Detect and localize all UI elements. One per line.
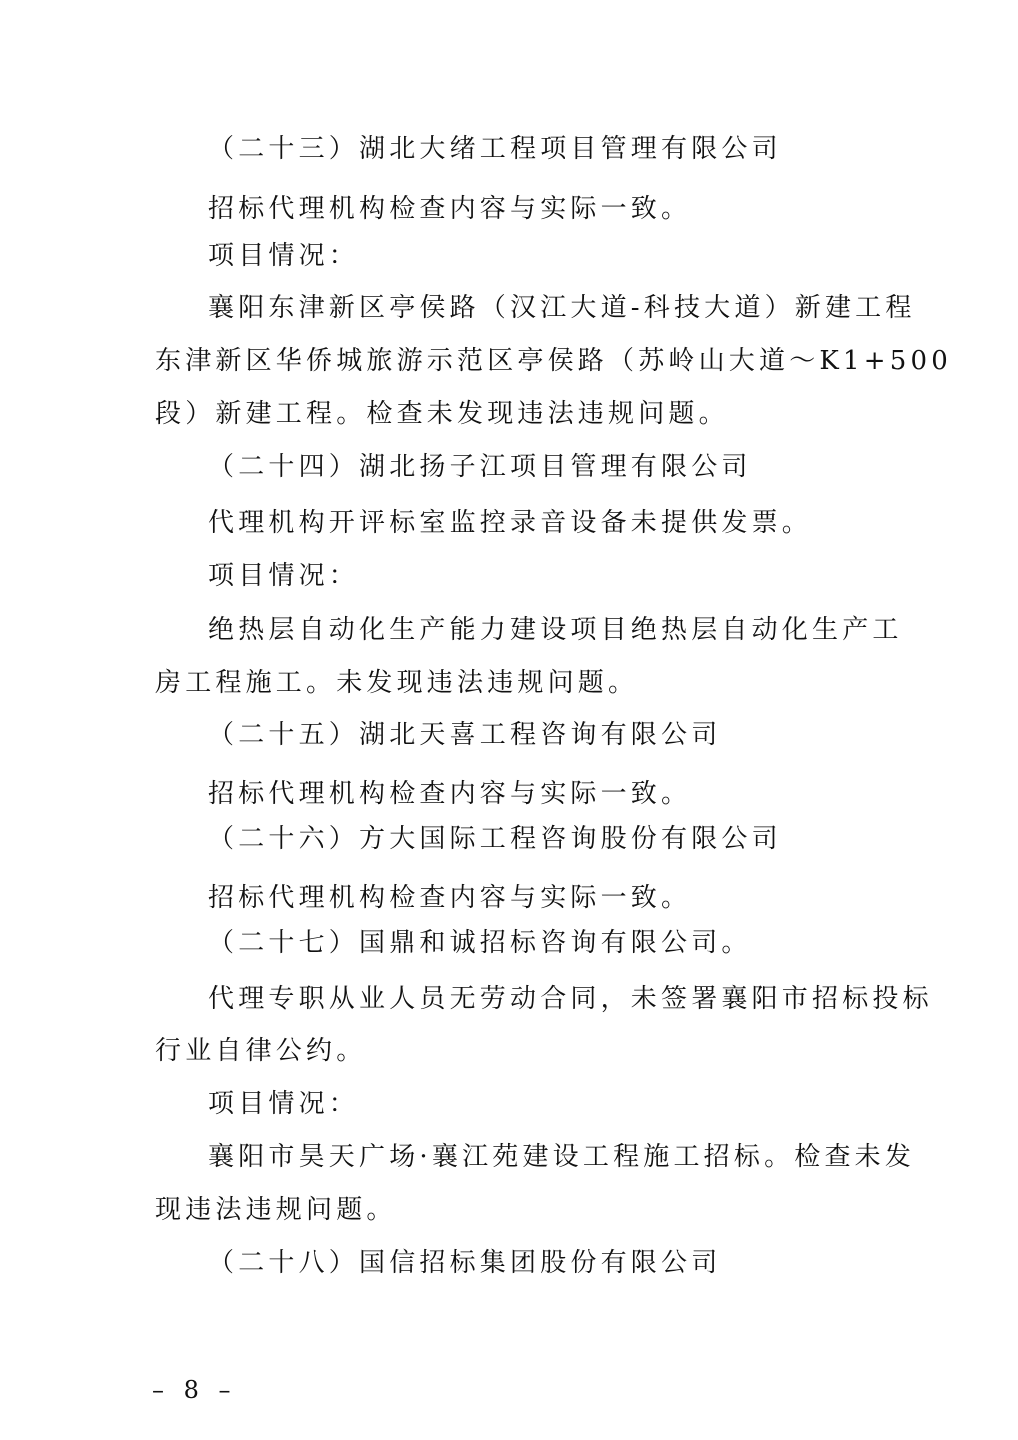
paragraph-line: 襄阳市昊天广场·襄江苑建设工程施工招标。检查未发 [208, 1142, 916, 1172]
section-heading-24: （二十四）湖北扬子江项目管理有限公司 [208, 452, 752, 482]
paragraph-line: 代理机构开评标室监控录音设备未提供发票。 [208, 508, 813, 538]
paragraph-line: 招标代理机构检查内容与实际一致。 [208, 779, 692, 809]
paragraph-line: 项目情况： [208, 1089, 360, 1119]
paragraph-line: 招标代理机构检查内容与实际一致。 [208, 194, 692, 224]
paragraph-line: 项目情况： [208, 241, 360, 271]
section-heading-26: （二十六）方大国际工程咨询股份有限公司 [208, 824, 782, 854]
paragraph-line: 代理专职从业人员无劳动合同，未签署襄阳市招标投标 [208, 984, 933, 1014]
paragraph-line: 段）新建工程。检查未发现违法违规问题。 [155, 399, 729, 429]
paragraph-line: 东津新区华侨城旅游示范区亭侯路（苏岭山大道～K1+500 [155, 346, 952, 376]
paragraph-line: 项目情况： [208, 561, 360, 591]
paragraph-line: 招标代理机构检查内容与实际一致。 [208, 883, 692, 913]
section-heading-27: （二十七）国鼎和诚招标咨询有限公司。 [208, 928, 752, 958]
paragraph-line: 现违法违规问题。 [155, 1195, 397, 1225]
paragraph-line: 行业自律公约。 [155, 1036, 367, 1066]
section-heading-28: （二十八）国信招标集团股份有限公司 [208, 1248, 722, 1278]
paragraph-line: 绝热层自动化生产能力建设项目绝热层自动化生产工 [208, 615, 903, 645]
page-number: – 8 – [152, 1376, 237, 1404]
section-heading-25: （二十五）湖北天喜工程咨询有限公司 [208, 720, 722, 750]
section-heading-23: （二十三）湖北大绪工程项目管理有限公司 [208, 134, 782, 164]
paragraph-line: 襄阳东津新区亭侯路（汉江大道-科技大道）新建工程 [208, 293, 916, 323]
paragraph-line: 房工程施工。未发现违法违规问题。 [155, 668, 639, 698]
